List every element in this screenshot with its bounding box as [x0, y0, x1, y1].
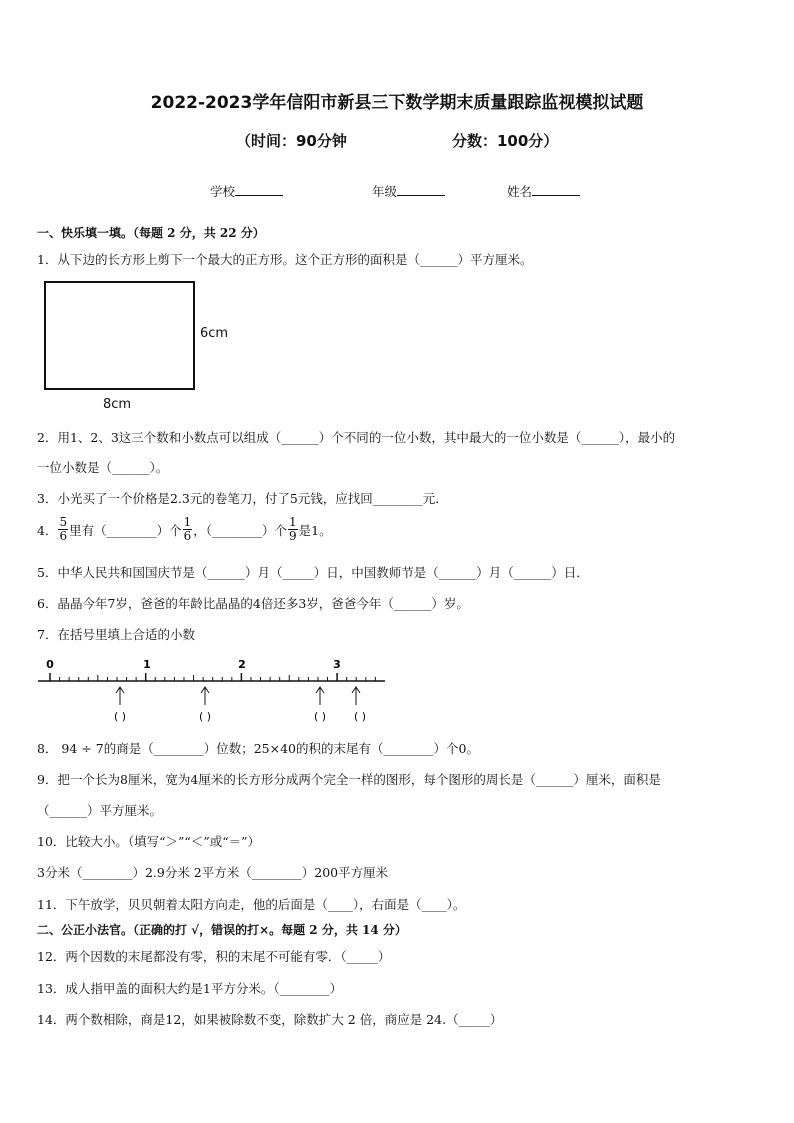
school-blank	[235, 182, 283, 196]
question-11: 11．下午放学，贝贝朝着太阳方向走，他的后面是（____），右面是（____）。	[37, 897, 466, 912]
fraction-numerator: 5	[59, 515, 68, 529]
school-label: 学校	[210, 184, 236, 199]
question-2-line-1: 2．用1、2、3这三个数和小数点可以组成（______）个不同的一位小数，其中最大的一位小数是（______），最小的	[37, 430, 676, 445]
tick-label-3: 3	[333, 658, 341, 671]
question-5: 5．中华人民共和国国庆节是（______）月（_____）日，中国教师节是（______）月（______）日．	[37, 565, 589, 580]
question-10: 10．比较大小。（填写“＞”“＜”或“＝”）	[37, 834, 260, 849]
arrow-up-icon	[201, 687, 209, 705]
answer-blank: ( )	[113, 710, 127, 723]
question-9-line-2: （______）平方厘米。	[37, 803, 163, 818]
width-label: 8cm	[103, 397, 132, 412]
exam-score: 分数：100分）	[452, 132, 559, 150]
question-9-line-1: 9．把一个长为8厘米，宽为4厘米的长方形分成两个完全一样的图形，每个图形的周长是（______）厘米，面积是	[37, 772, 661, 787]
fraction-1-6	[183, 516, 193, 543]
question-10-items: 3分米（________）2.9分米 2平方米（________）200平方厘米	[37, 865, 389, 880]
school-field	[210, 182, 283, 200]
fraction-denominator: 9	[289, 529, 297, 543]
name-blank	[532, 182, 580, 196]
tick-label-2: 2	[238, 658, 246, 671]
fraction-numerator: 1	[289, 515, 297, 529]
question-2-line-2: 一位小数是（______）。	[37, 460, 169, 475]
question-7: 7．在括号里填上合适的小数	[37, 627, 195, 642]
arrow-up-icon	[352, 687, 360, 705]
q4-text-3: 是1。	[298, 522, 332, 538]
fraction-1-9	[288, 516, 298, 543]
arrow-up-icon	[316, 687, 324, 705]
grade-blank	[397, 182, 445, 196]
exam-title: 2022-2023学年信阳市新县三下数学期末质量跟踪监视模拟试题	[150, 93, 644, 113]
fraction-numerator: 1	[183, 515, 192, 529]
question-12: 12．两个因数的末尾都没有零，积的末尾不可能有零．（_____）	[37, 949, 391, 964]
q4-text-2: ，（________）个	[193, 522, 288, 538]
grade-field	[372, 182, 445, 200]
answer-blank: ( )	[313, 710, 327, 723]
question-6: 6．晶晶今年7岁，爸爸的年龄比晶晶的4倍还多3岁，爸爸今年（______）岁。	[37, 596, 469, 611]
question-13: 13．成人指甲盖的面积大约是1平方分米。（________）	[37, 981, 343, 996]
q4-text-1: 里有（________）个	[69, 522, 182, 538]
answer-blank: ( )	[198, 710, 212, 723]
section-1-heading: 一、快乐填一填。（每题 2 分，共 22 分）	[37, 226, 265, 240]
question-1: 1．从下边的长方形上剪下一个最大的正方形。这个正方形的面积是（______）平方厘米。	[37, 252, 533, 267]
tick-label-1: 1	[143, 658, 151, 671]
fraction-5-6	[58, 516, 68, 543]
grade-label: 年级	[372, 184, 398, 199]
number-line-ticks	[50, 673, 375, 681]
question-3: 3．小光买了一个价格是2.3元的卷笔刀，付了5元钱，应找回________元．	[37, 491, 448, 506]
q4-prefix: 4．	[37, 522, 58, 538]
rectangle-figure	[44, 281, 195, 390]
tick-label-0: 0	[46, 658, 54, 671]
name-field	[507, 182, 580, 200]
fraction-denominator: 6	[59, 529, 68, 543]
height-label: 6cm	[200, 326, 229, 341]
question-8: 8． 94 ÷ 7的商是（________）位数；25×40的积的末尾有（________）个0。	[37, 741, 479, 756]
name-label: 姓名	[507, 184, 533, 199]
answer-blank: ( )	[353, 710, 367, 723]
section-2-heading: 二、公正小法官。（正确的打 √，错误的打×。每题 2 分，共 14 分）	[37, 923, 407, 937]
exam-time: （时间：90分钟	[236, 132, 347, 150]
fraction-denominator: 6	[183, 529, 192, 543]
question-14: 14．两个数相除，商是12，如果被除数不变，除数扩大 2 倍，商应是 24.（_____）	[37, 1012, 503, 1027]
question-4	[37, 516, 332, 543]
number-line-figure	[30, 652, 395, 727]
arrow-up-icon	[116, 687, 124, 705]
